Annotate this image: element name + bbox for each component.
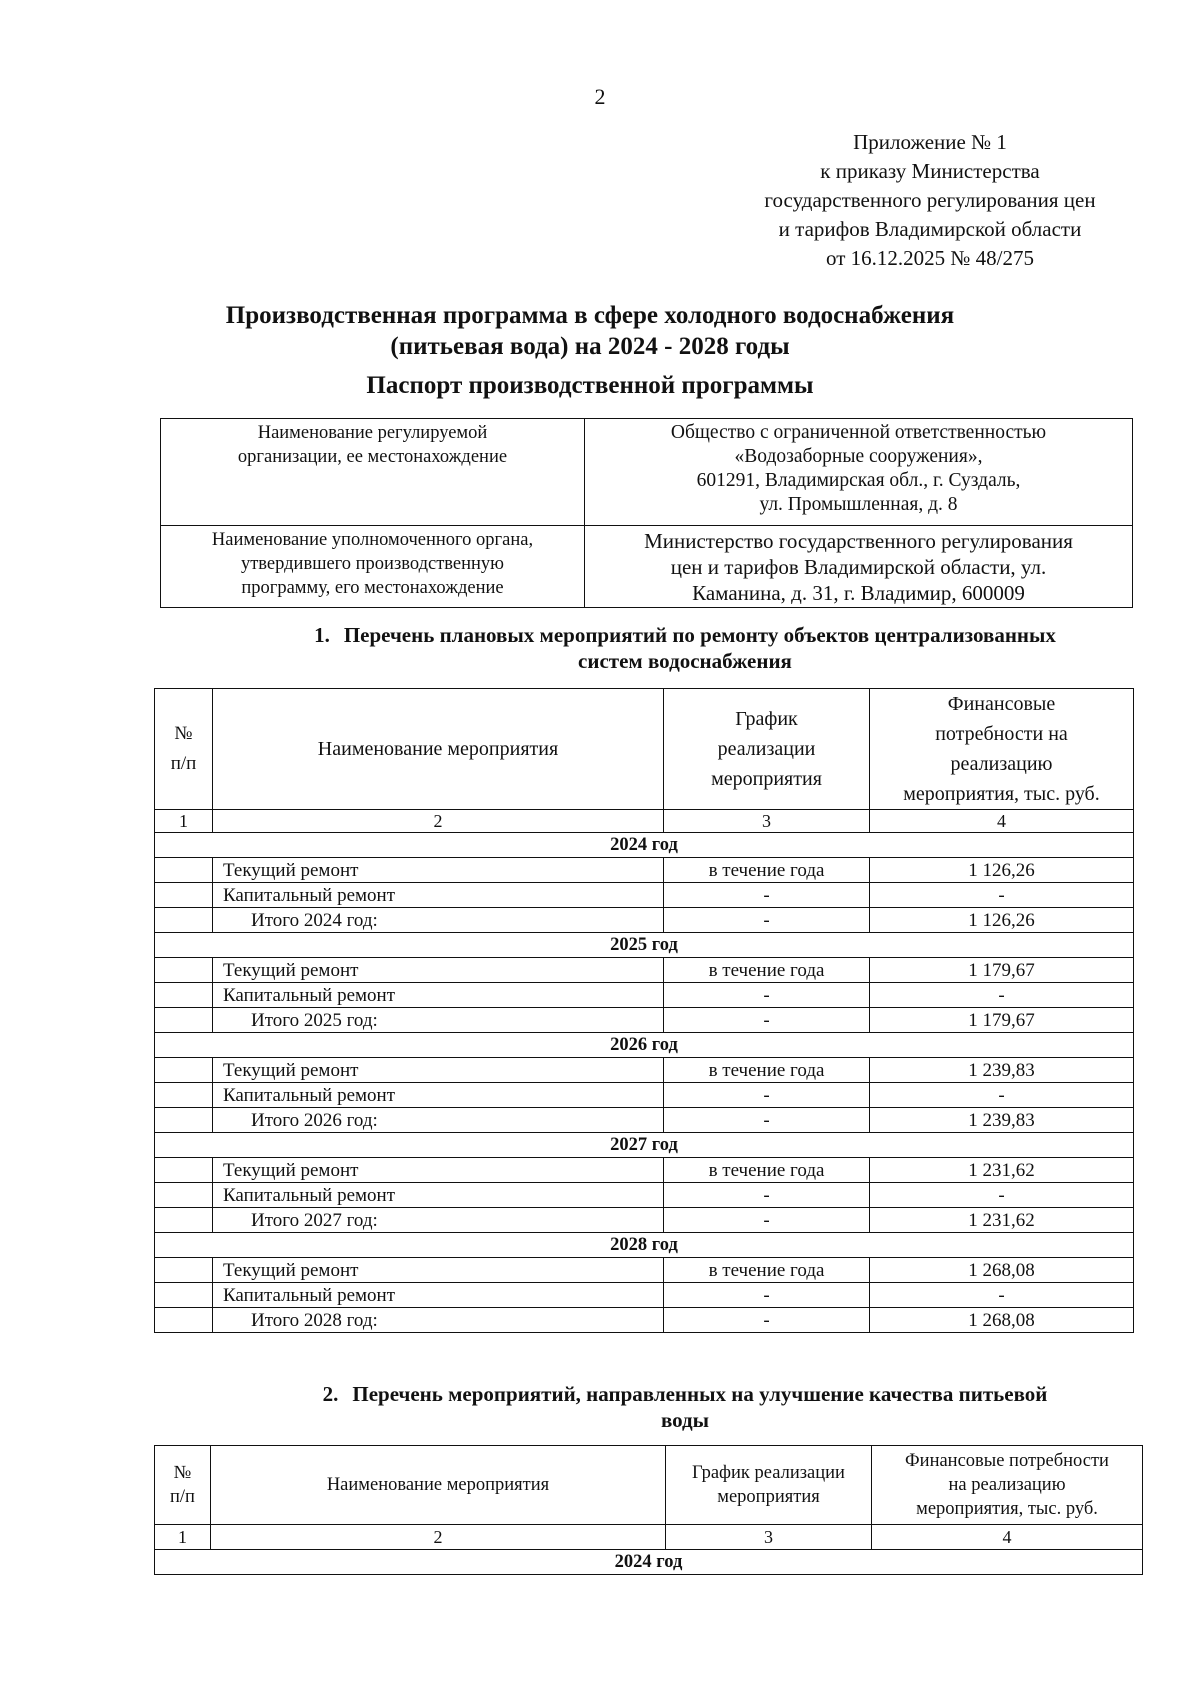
table-row xyxy=(155,983,1134,1008)
amount-cell: - xyxy=(870,1183,1134,1208)
appendix-line: Приложение № 1 xyxy=(853,130,1007,154)
event-name-cell: Текущий ремонт xyxy=(213,1058,664,1083)
event-name-cell: Капитальный ремонт xyxy=(213,1083,664,1108)
row-number-cell xyxy=(155,983,213,1008)
table-row xyxy=(155,1183,1134,1208)
amount-cell: 1 179,67 xyxy=(870,1008,1134,1033)
table-row xyxy=(155,1208,1134,1233)
appendix-line: государственного регулирования цен xyxy=(764,188,1096,212)
event-name-cell: Капитальный ремонт xyxy=(213,1183,664,1208)
passport-label xyxy=(161,419,585,526)
year-row xyxy=(155,1550,1143,1575)
event-name-cell: Итого 2027 год: xyxy=(213,1208,664,1233)
appendix-line: к приказу Министерства xyxy=(820,159,1040,183)
event-name-cell: Текущий ремонт xyxy=(213,1258,664,1283)
year-row xyxy=(155,933,1134,958)
text-line: № xyxy=(173,1463,192,1483)
event-name-cell: Итого 2028 год: xyxy=(213,1308,664,1333)
text-line: реализации xyxy=(717,738,816,760)
year-row xyxy=(155,833,1134,858)
schedule-cell: в течение года xyxy=(664,1058,870,1083)
table-row xyxy=(155,1083,1134,1108)
row-number-cell xyxy=(155,1283,213,1308)
text-line: мероприятия xyxy=(717,1487,820,1507)
text-line: реализацию xyxy=(950,753,1053,775)
text-line: 601291, Владимирская обл., г. Суздаль, xyxy=(696,470,1021,491)
schedule-cell: - xyxy=(664,883,870,908)
event-name-cell: Итого 2024 год: xyxy=(213,908,664,933)
row-number-cell xyxy=(155,1158,213,1183)
year-label: 2028 год xyxy=(155,1233,1134,1258)
table-row xyxy=(155,1258,1134,1283)
passport-table xyxy=(160,418,1133,608)
text-line: мероприятия, тыс. руб. xyxy=(903,783,1100,805)
header-number xyxy=(155,689,213,810)
text-line: ул. Промышленная, д. 8 xyxy=(759,494,958,515)
year-label: 2025 год xyxy=(155,933,1134,958)
appendix-block xyxy=(730,128,1130,273)
section-2-title xyxy=(240,1381,1130,1433)
year-row xyxy=(155,1233,1134,1258)
text-line: организации, ее местонахождение xyxy=(237,447,508,467)
passport-row xyxy=(161,526,1133,608)
schedule-cell: - xyxy=(664,1208,870,1233)
amount-cell: 1 126,26 xyxy=(870,858,1134,883)
text-line: Наименование регулируемой xyxy=(257,423,488,443)
event-name-cell: Текущий ремонт xyxy=(213,958,664,983)
column-index: 2 xyxy=(211,1525,666,1550)
schedule-cell: - xyxy=(664,1083,870,1108)
column-index: 1 xyxy=(155,1525,211,1550)
column-index-row xyxy=(155,1525,1143,1550)
table-row xyxy=(155,1008,1134,1033)
schedule-cell: - xyxy=(664,1283,870,1308)
amount-cell: - xyxy=(870,883,1134,908)
text-line: Каманина, д. 31, г. Владимир, 600009 xyxy=(692,581,1025,605)
amount-cell: - xyxy=(870,983,1134,1008)
amount-cell: 1 179,67 xyxy=(870,958,1134,983)
text-line: Финансовые потребности xyxy=(905,1451,1109,1471)
header-schedule xyxy=(666,1446,872,1525)
column-index: 4 xyxy=(870,810,1134,833)
appendix-line: и тарифов Владимирской области xyxy=(778,217,1082,241)
year-label: 2026 год xyxy=(155,1033,1134,1058)
text-line: мероприятия, тыс. руб. xyxy=(916,1499,1098,1519)
header-number xyxy=(155,1446,211,1525)
column-index-row xyxy=(155,810,1134,833)
document-title xyxy=(140,300,1040,362)
section-title-line: систем водоснабжения xyxy=(578,649,792,673)
text-line: «Водозаборные сооружения», xyxy=(734,446,983,467)
schedule-cell: в течение года xyxy=(664,858,870,883)
schedule-cell: в течение года xyxy=(664,1258,870,1283)
amount-cell: - xyxy=(870,1083,1134,1108)
amount-cell: 1 239,83 xyxy=(870,1108,1134,1133)
table-row xyxy=(155,858,1134,883)
schedule-cell: - xyxy=(664,983,870,1008)
header-financial-needs xyxy=(870,689,1134,810)
table-row xyxy=(155,1058,1134,1083)
year-row xyxy=(155,1133,1134,1158)
amount-cell: 1 126,26 xyxy=(870,908,1134,933)
event-name-cell: Текущий ремонт xyxy=(213,858,664,883)
text-line: программу, его местонахождение xyxy=(241,578,504,598)
text-line: График реализации xyxy=(692,1463,845,1483)
section-title-line xyxy=(240,1381,1130,1407)
text-line: № xyxy=(174,723,193,744)
event-name-cell: Капитальный ремонт xyxy=(213,1283,664,1308)
section-number: 1. xyxy=(314,623,330,647)
schedule-cell: в течение года xyxy=(664,1158,870,1183)
text-line: потребности на xyxy=(935,723,1068,745)
page-number: 2 xyxy=(594,84,606,109)
table-row xyxy=(155,958,1134,983)
year-label: 2024 год xyxy=(155,1550,1143,1575)
amount-cell: 1 239,83 xyxy=(870,1058,1134,1083)
table-row xyxy=(155,1283,1134,1308)
table-body xyxy=(155,833,1134,1333)
repair-events-table xyxy=(154,688,1134,1333)
text-line: Министерство государственного регулирования xyxy=(644,529,1073,553)
row-number-cell xyxy=(155,883,213,908)
amount-cell: 1 268,08 xyxy=(870,1308,1134,1333)
text-line: Финансовые xyxy=(947,693,1056,715)
year-row xyxy=(155,1033,1134,1058)
row-number-cell xyxy=(155,958,213,983)
row-number-cell xyxy=(155,1108,213,1133)
table-row xyxy=(155,1308,1134,1333)
header-financial-needs xyxy=(872,1446,1143,1525)
text-line: мероприятия xyxy=(711,768,822,790)
table-row xyxy=(155,1158,1134,1183)
row-number-cell xyxy=(155,908,213,933)
schedule-cell: - xyxy=(664,908,870,933)
water-quality-events-table xyxy=(154,1445,1143,1575)
row-number-cell xyxy=(155,1008,213,1033)
column-index: 1 xyxy=(155,810,213,833)
passport-value xyxy=(585,419,1133,526)
text-line: утвердившего производственную xyxy=(240,554,505,574)
event-name-cell: Капитальный ремонт xyxy=(213,883,664,908)
table-row xyxy=(155,883,1134,908)
year-label: 2024 год xyxy=(155,833,1134,858)
header-event-name: Наименование мероприятия xyxy=(211,1446,666,1525)
event-name-cell: Текущий ремонт xyxy=(213,1158,664,1183)
year-label: 2027 год xyxy=(155,1133,1134,1158)
table-row xyxy=(155,908,1134,933)
text-line: График xyxy=(735,708,798,730)
schedule-cell: - xyxy=(664,1008,870,1033)
section-title-line: воды xyxy=(660,1408,710,1432)
text-line: Общество с ограниченной ответственностью xyxy=(670,422,1047,443)
amount-cell: 1 231,62 xyxy=(870,1208,1134,1233)
schedule-cell: - xyxy=(664,1108,870,1133)
event-name-cell: Капитальный ремонт xyxy=(213,983,664,1008)
text-line: Наименование уполномоченного органа, xyxy=(211,530,534,550)
table-header-row xyxy=(155,689,1134,810)
schedule-cell: - xyxy=(664,1183,870,1208)
row-number-cell xyxy=(155,1058,213,1083)
section-title-text: Перечень мероприятий, направленных на улучшение качества питьевой xyxy=(352,1382,1048,1406)
amount-cell: 1 231,62 xyxy=(870,1158,1134,1183)
section-title-line xyxy=(240,622,1130,648)
schedule-cell: в течение года xyxy=(664,958,870,983)
row-number-cell xyxy=(155,1258,213,1283)
section-1-title xyxy=(240,622,1130,674)
passport-row xyxy=(161,419,1133,526)
appendix-line: от 16.12.2025 № 48/275 xyxy=(825,246,1035,270)
passport-value xyxy=(585,526,1133,608)
text-line: на реализацию xyxy=(948,1475,1066,1495)
row-number-cell xyxy=(155,1083,213,1108)
header-event-name: Наименование мероприятия xyxy=(213,689,664,810)
document-title-line: Производственная программа в сфере холодного водоснабжения xyxy=(225,302,955,329)
amount-cell: - xyxy=(870,1283,1134,1308)
header-schedule xyxy=(664,689,870,810)
text-line: п/п xyxy=(170,753,197,774)
event-name-cell: Итого 2026 год: xyxy=(213,1108,664,1133)
event-name-cell: Итого 2025 год: xyxy=(213,1008,664,1033)
row-number-cell xyxy=(155,1183,213,1208)
table-row xyxy=(155,1108,1134,1133)
passport-title: Паспорт производственной программы xyxy=(366,372,814,399)
row-number-cell xyxy=(155,1308,213,1333)
text-line: цен и тарифов Владимирской области, ул. xyxy=(670,555,1047,579)
column-index: 3 xyxy=(664,810,870,833)
column-index: 2 xyxy=(213,810,664,833)
row-number-cell xyxy=(155,1208,213,1233)
table-header-row xyxy=(155,1446,1143,1525)
column-index: 4 xyxy=(872,1525,1143,1550)
column-index: 3 xyxy=(666,1525,872,1550)
text-line: п/п xyxy=(170,1487,195,1507)
section-title-text: Перечень плановых мероприятий по ремонту объектов централизованных xyxy=(343,623,1056,647)
row-number-cell xyxy=(155,858,213,883)
section-number: 2. xyxy=(322,1382,339,1406)
passport-label xyxy=(161,526,585,608)
document-title-line: (питьевая вода) на 2024 - 2028 годы xyxy=(390,333,790,360)
schedule-cell: - xyxy=(664,1308,870,1333)
amount-cell: 1 268,08 xyxy=(870,1258,1134,1283)
